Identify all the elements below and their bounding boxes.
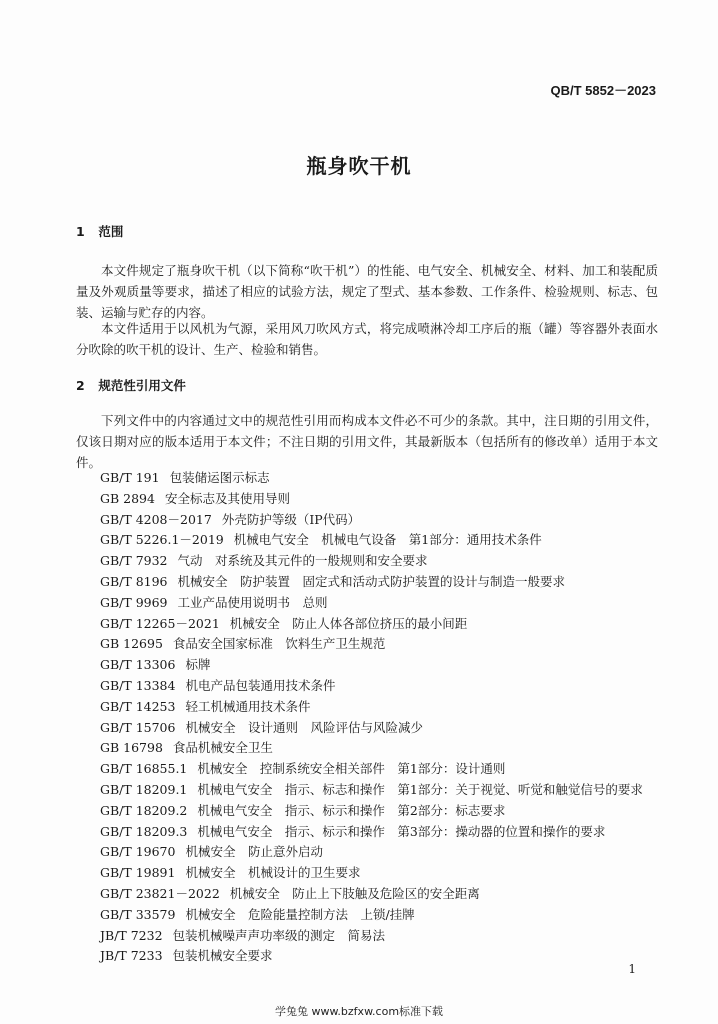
reference-item (100, 572, 670, 593)
reference-item (100, 634, 670, 655)
reference-title: 工业产品使用说明书 总则 (177, 594, 328, 610)
reference-code: GB/T 191 (100, 470, 160, 485)
reference-item (100, 551, 670, 572)
scope-paragraph-1: 本文件规定了瓶身吹干机（以下简称“吹干机”）的性能、电气安全、机械安全、材料、加工和装配质量及外观质量等要求，描述了相应的试验方法，规定了型式、基本参数、工作条件、检验规则、标志、包装、运输与贮存的内容。 (76, 263, 658, 320)
reference-code: GB 12695 (100, 636, 163, 652)
reference-code: GB/T 15706 (100, 719, 176, 735)
reference-code: GB/T 9969 (100, 594, 168, 610)
reference-list (100, 468, 670, 967)
reference-title: 包装储运图示标志 (169, 470, 270, 485)
reference-code: GB 16798 (100, 740, 163, 756)
reference-code: GB 2894 (100, 490, 155, 506)
reference-code: GB/T 19670 (100, 844, 176, 860)
footer-watermark: 学兔兔 www.bzfxw.com标准下载 (274, 1005, 444, 1018)
reference-item (100, 863, 670, 884)
reference-code: GB/T 23821－2022 (100, 885, 220, 901)
reference-title: 机械安全 防止上下肢触及危险区的安全距离 (229, 885, 480, 901)
reference-item (100, 780, 670, 801)
reference-item (100, 697, 670, 718)
reference-item (100, 530, 670, 551)
reference-code: GB/T 13384 (100, 677, 176, 693)
reference-item (100, 801, 670, 822)
reference-title: 机械安全 防止意外启动 (185, 844, 323, 860)
reference-code: JB/T 7233 (100, 948, 163, 964)
reference-code: GB/T 16855.1 (100, 761, 188, 777)
reference-title: 包装机械安全要求 (172, 948, 273, 964)
reference-item (100, 614, 670, 635)
reference-code: GB/T 13306 (100, 657, 176, 673)
reference-code: GB/T 18209.1 (100, 781, 188, 797)
reference-code: GB/T 18209.2 (100, 802, 188, 818)
section-number: 2 (76, 378, 85, 393)
reference-item (100, 822, 670, 843)
reference-title: 气动 对系统及其元件的一般规则和安全要求 (177, 553, 428, 569)
reference-code: GB/T 12265－2021 (100, 615, 220, 631)
reference-item (100, 738, 670, 759)
reference-item (100, 759, 670, 780)
reference-title: 机电产品包装通用技术条件 (185, 677, 336, 693)
reference-item (100, 842, 670, 863)
reference-title: 机械电气安全 指示、标志和操作 第1部分：关于视觉、听觉和触觉信号的要求 (197, 781, 643, 797)
reference-title: 机械电气安全 指示、标示和操作 第2部分：标志要求 (197, 802, 506, 818)
reference-code: JB/T 7232 (100, 927, 163, 943)
section-heading-scope (76, 222, 123, 240)
reference-title: 机械电气安全 指示、标示和操作 第3部分：操动器的位置和操作的要求 (197, 823, 606, 839)
reference-title: 机械安全 防护装置 固定式和活动式防护装置的设计与制造一般要求 (177, 573, 566, 589)
reference-code: GB/T 4208－2017 (100, 511, 212, 527)
reference-title: 标牌 (185, 657, 211, 673)
reference-title: 机械安全 危险能量控制方法 上锁/挂牌 (185, 906, 415, 922)
document-title: 瓶身吹干机 (306, 154, 412, 178)
reference-code: GB/T 7932 (100, 553, 168, 569)
reference-item (100, 718, 670, 739)
reference-item (100, 905, 670, 926)
reference-title: 机械电气安全 机械电气设备 第1部分：通用技术条件 (233, 532, 542, 548)
reference-title: 食品安全国家标准 饮料生产卫生规范 (172, 636, 386, 652)
reference-item (100, 946, 670, 967)
reference-code: GB/T 33579 (100, 906, 176, 922)
reference-item (100, 676, 670, 697)
reference-item (100, 884, 670, 905)
reference-title: 包装机械噪声声功率级的测定 简易法 (172, 927, 386, 943)
reference-title: 机械安全 控制系统安全相关部件 第1部分：设计通则 (197, 761, 506, 777)
references-intro-paragraph: 下列文件中的内容通过文中的规范性引用而构成本文件必不可少的条款。其中，注日期的引用文件，仅该日期对应的版本适用于本文件；不注日期的引用文件，其最新版本（包括所有的修改单）适用于本文件。 (76, 413, 658, 470)
reference-title: 机械安全 防止人体各部位挤压的最小间距 (229, 615, 468, 631)
reference-code: GB/T 19891 (100, 865, 176, 881)
reference-item (100, 926, 670, 947)
reference-code: GB/T 18209.3 (100, 823, 188, 839)
section-number: 1 (76, 224, 85, 239)
section-title: 规范性引用文件 (98, 378, 186, 393)
reference-title: 机械安全 设计通则 风险评估与风险减少 (185, 719, 423, 735)
reference-code: GB/T 5226.1－2019 (100, 532, 224, 548)
reference-title: 食品机械安全卫生 (172, 740, 273, 756)
reference-code: GB/T 14253 (100, 698, 176, 714)
reference-item (100, 489, 670, 510)
reference-item (100, 593, 670, 614)
standard-code: QB/T 5852－2023 (550, 83, 656, 98)
section-title: 范围 (98, 224, 124, 239)
reference-item (100, 510, 670, 531)
scope-paragraph-2: 本文件适用于以风机为气源，采用风刀吹风方式，将完成喷淋冷却工序后的瓶（罐）等容器外表面水分吹除的吹干机的设计、生产、检验和销售。 (76, 321, 658, 357)
reference-code: GB/T 8196 (100, 573, 168, 589)
section-heading-normative-references (76, 376, 186, 394)
reference-title: 外壳防护等级（IP代码） (221, 511, 361, 527)
reference-title: 安全标志及其使用导则 (164, 490, 290, 506)
reference-title: 轻工机械通用技术条件 (185, 698, 311, 714)
reference-title: 机械安全 机械设计的卫生要求 (185, 865, 361, 881)
reference-item (100, 468, 670, 489)
page-number: 1 (628, 962, 636, 976)
reference-item (100, 655, 670, 676)
